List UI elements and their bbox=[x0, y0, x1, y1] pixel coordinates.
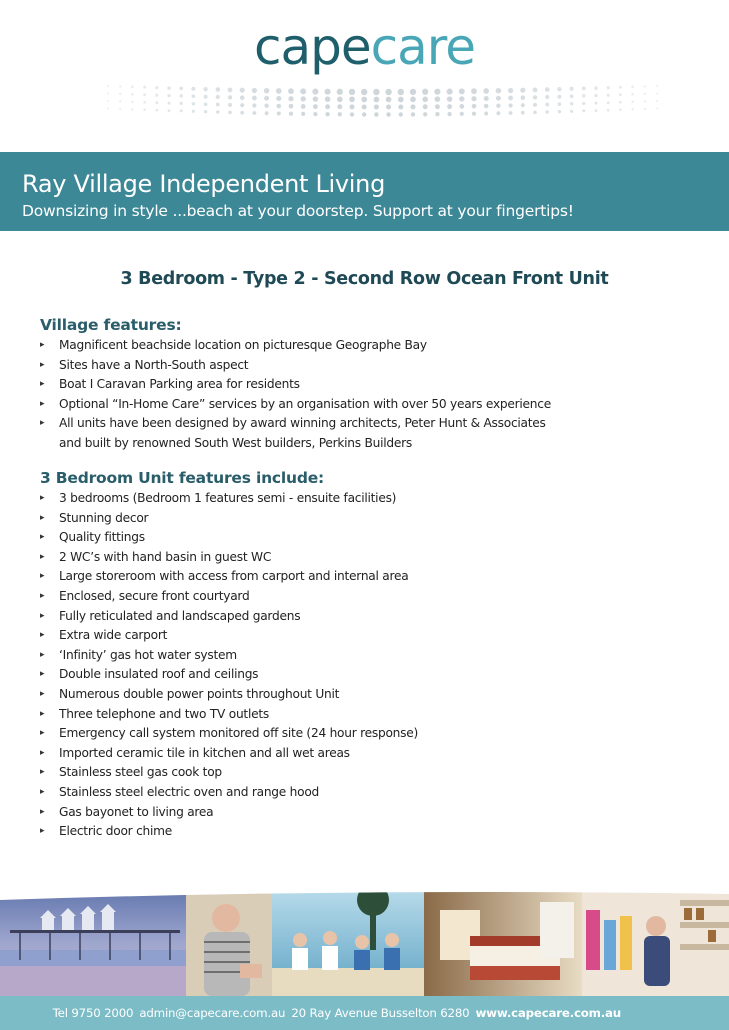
list-item-continuation: and built by renowned South West builders, Perkins Builders bbox=[59, 435, 412, 450]
logo-dot bbox=[204, 110, 207, 113]
logo-dot bbox=[277, 112, 281, 116]
logo-dot bbox=[253, 111, 257, 115]
list-item: ▸ Stainless steel electric oven and range hood bbox=[40, 783, 600, 803]
logo-dot bbox=[410, 104, 415, 109]
logo-dot bbox=[472, 112, 476, 116]
logo-dot bbox=[362, 112, 366, 116]
logo-dot bbox=[312, 89, 318, 95]
logo-dot bbox=[411, 112, 415, 116]
list-item: ▸ Imported ceramic tile in kitchen and all wet areas bbox=[40, 744, 600, 764]
logo-dot bbox=[423, 104, 428, 109]
photo-collage bbox=[0, 880, 729, 996]
footer-contact bbox=[53, 1006, 621, 1020]
logo-dot bbox=[289, 112, 293, 116]
logo-dot bbox=[349, 89, 355, 95]
capecare-logo: capecare bbox=[254, 18, 475, 76]
logo-dot bbox=[131, 93, 134, 96]
logo-dot bbox=[484, 112, 488, 116]
logo-dot bbox=[619, 86, 622, 89]
bedroom-photo bbox=[424, 880, 582, 996]
logo-dot bbox=[582, 87, 586, 91]
logo-dot bbox=[180, 109, 183, 112]
logo-dot bbox=[300, 88, 306, 94]
logo-dot bbox=[301, 104, 306, 109]
banner-title: Ray Village Independent Living bbox=[22, 170, 386, 198]
unit-features-heading: 3 Bedroom Unit features include: bbox=[40, 469, 325, 487]
logo-dot bbox=[131, 85, 134, 88]
logo-dot bbox=[386, 112, 390, 116]
logo-dot bbox=[447, 89, 453, 95]
logo-dot bbox=[131, 108, 133, 110]
logo-dot bbox=[460, 112, 464, 116]
logo-dot bbox=[607, 86, 610, 89]
list-item: ▸ Stunning decor bbox=[40, 509, 600, 529]
logo-dot bbox=[252, 88, 257, 93]
logo-dot bbox=[374, 97, 380, 103]
logo-dot bbox=[533, 111, 537, 115]
logo-dot bbox=[558, 110, 561, 113]
logo-dot bbox=[131, 101, 133, 103]
logo-dot bbox=[447, 112, 451, 116]
logo-dot bbox=[204, 95, 208, 99]
logo-dot bbox=[143, 86, 146, 89]
list-item: ▸ Sites have a North-South aspect bbox=[40, 356, 600, 376]
logo-dot bbox=[607, 94, 610, 97]
logo-dot bbox=[373, 89, 379, 95]
logo-dot bbox=[228, 87, 233, 92]
title-banner bbox=[0, 152, 729, 231]
logo-dot-swoosh bbox=[100, 78, 670, 128]
logo-dot bbox=[557, 95, 561, 99]
logo-dot bbox=[264, 96, 269, 101]
logo-dot bbox=[313, 112, 317, 116]
logo-dot bbox=[386, 104, 391, 109]
logo-dot bbox=[619, 108, 622, 111]
bullet-icon: ▸ bbox=[40, 767, 45, 778]
logo-dot bbox=[435, 112, 439, 116]
bullet-icon: ▸ bbox=[40, 649, 45, 660]
jetty-photo bbox=[0, 880, 186, 996]
bullet-icon: ▸ bbox=[40, 551, 45, 562]
bullet-icon: ▸ bbox=[40, 340, 45, 350]
logo-dot bbox=[509, 111, 513, 115]
logo-dot bbox=[325, 89, 331, 95]
logo-dot bbox=[288, 88, 294, 94]
logo-dot bbox=[386, 97, 392, 103]
bullet-icon: ▸ bbox=[40, 630, 45, 641]
logo-dot bbox=[422, 89, 428, 95]
logo-dot bbox=[216, 110, 219, 113]
logo-dot bbox=[180, 102, 183, 105]
logo-dot bbox=[631, 108, 633, 110]
logo-dot bbox=[119, 100, 121, 102]
bullet-icon: ▸ bbox=[40, 728, 45, 739]
unit-title: 3 Bedroom - Type 2 - Second Row Ocean Front Unit bbox=[120, 269, 609, 289]
bullet-icon: ▸ bbox=[40, 418, 45, 429]
list-item: ▸ Large storeroom with access from carport and internal area bbox=[40, 567, 600, 587]
logo-dot bbox=[276, 88, 282, 94]
logo-dot bbox=[301, 112, 305, 116]
logo-dot bbox=[483, 88, 489, 94]
logo-dot bbox=[155, 86, 158, 89]
logo-dot bbox=[143, 108, 146, 111]
logo-dot bbox=[607, 101, 610, 104]
bullet-icon: ▸ bbox=[40, 590, 45, 601]
bullet-icon: ▸ bbox=[40, 571, 45, 582]
bullet-icon: ▸ bbox=[40, 708, 45, 719]
logo-dot bbox=[533, 87, 538, 92]
logo-dot bbox=[410, 89, 416, 95]
logo-dot bbox=[203, 87, 207, 91]
logo-dot bbox=[496, 103, 500, 107]
logo-dot bbox=[607, 109, 610, 112]
logo-dot bbox=[240, 88, 245, 93]
logo-dot bbox=[545, 95, 549, 99]
logo-dot bbox=[545, 103, 549, 107]
logo-dot bbox=[521, 111, 525, 115]
logo-dot bbox=[155, 94, 158, 97]
logo-dot bbox=[508, 96, 513, 101]
banner-subtitle: Downsizing in style ...beach at your doorstep. Support at your fingertips! bbox=[22, 202, 574, 220]
logo-dot bbox=[228, 103, 232, 107]
logo-dot bbox=[570, 94, 574, 98]
logo-dot bbox=[533, 95, 537, 99]
logo-dot bbox=[644, 100, 646, 102]
list-item: ▸ Boat I Caravan Parking area for residents bbox=[40, 375, 600, 395]
logo-dot bbox=[471, 88, 477, 94]
logo-dot bbox=[595, 109, 598, 112]
logo-dot bbox=[337, 89, 343, 95]
logo-dot bbox=[252, 103, 256, 107]
logo-dot bbox=[179, 87, 183, 91]
logo-dot bbox=[582, 109, 585, 112]
logo-dot bbox=[471, 96, 476, 101]
list-item: ▸ Quality fittings bbox=[40, 528, 600, 548]
bullet-icon: ▸ bbox=[40, 747, 45, 758]
logo-dot bbox=[216, 87, 221, 92]
logo-dot bbox=[325, 104, 330, 109]
logo-dot bbox=[289, 104, 294, 109]
logo-dot bbox=[435, 96, 441, 102]
logo-dot bbox=[325, 96, 331, 102]
logo-dot bbox=[216, 95, 220, 99]
logo-dot bbox=[447, 96, 452, 101]
list-item: ▸ Emergency call system monitored off site (24 hour response) bbox=[40, 724, 600, 744]
logo-dot bbox=[361, 89, 367, 95]
logo-dot bbox=[410, 97, 416, 103]
logo-dot bbox=[484, 96, 489, 101]
logo-dot bbox=[276, 96, 281, 101]
logo-dot bbox=[337, 104, 342, 109]
logo-dot bbox=[399, 112, 403, 116]
bullet-icon: ▸ bbox=[40, 359, 45, 370]
logo-dot bbox=[398, 104, 403, 109]
logo-dot bbox=[361, 97, 367, 103]
logo-dot bbox=[167, 102, 170, 105]
logo-dot bbox=[582, 102, 585, 105]
logo-dot bbox=[656, 93, 658, 95]
logo-dot bbox=[644, 85, 646, 87]
logo-dot bbox=[398, 97, 404, 103]
logo-dot bbox=[374, 112, 378, 116]
logo-dot bbox=[168, 109, 171, 112]
logo-dot bbox=[508, 88, 513, 93]
logo-dot bbox=[434, 89, 440, 95]
logo-dot bbox=[558, 102, 562, 106]
logo-dot bbox=[143, 93, 146, 96]
logo-dot bbox=[385, 89, 391, 95]
bullet-icon: ▸ bbox=[40, 512, 45, 523]
bullet-icon: ▸ bbox=[40, 826, 45, 837]
footer-bar bbox=[0, 996, 729, 1030]
logo-dot bbox=[264, 103, 268, 107]
logo-dot bbox=[192, 94, 196, 98]
logo-dot bbox=[216, 103, 220, 107]
logo-dot bbox=[557, 87, 561, 91]
logo-dot bbox=[619, 93, 622, 96]
logo-dot bbox=[398, 89, 404, 95]
bullet-icon: ▸ bbox=[40, 493, 45, 503]
logo-dot bbox=[107, 93, 109, 95]
list-item: ▸ Optional “In-Home Care” services by an organisation with over 50 years experience bbox=[40, 395, 600, 415]
logo-dot bbox=[350, 112, 354, 116]
unit-features-list bbox=[40, 489, 600, 842]
logo-dot bbox=[362, 104, 367, 109]
logo-dot bbox=[349, 104, 354, 109]
logo-dot bbox=[204, 102, 208, 106]
logo-dot bbox=[459, 88, 465, 94]
bullet-icon: ▸ bbox=[40, 610, 45, 621]
logo-dot bbox=[143, 101, 146, 104]
logo-dot bbox=[582, 94, 586, 98]
logo-dot bbox=[119, 93, 121, 95]
logo-dot bbox=[119, 108, 121, 110]
logo-dot bbox=[252, 96, 257, 101]
logo-dot bbox=[240, 103, 244, 107]
footer-address: 20 Ray Avenue Busselton 6280 bbox=[291, 1006, 470, 1020]
logo-dot bbox=[521, 95, 526, 100]
bullet-icon: ▸ bbox=[40, 398, 45, 409]
list-item: ▸ Gas bayonet to living area bbox=[40, 803, 600, 823]
list-item: ▸ Magnificent beachside location on picturesque Geographe Bay bbox=[40, 336, 600, 356]
logo-dot bbox=[338, 112, 342, 116]
logo-dot bbox=[459, 104, 464, 109]
list-item: ▸ All units have been designed by award winning architects, Peter Hunt & Associates bbox=[40, 414, 600, 434]
header bbox=[0, 0, 729, 150]
logo-dot bbox=[570, 102, 573, 105]
list-item: ▸ Numerous double power points throughout Unit bbox=[40, 685, 600, 705]
list-item: ▸ Electric door chime bbox=[40, 822, 600, 842]
logo-dot bbox=[484, 104, 489, 109]
logo-dot bbox=[167, 86, 171, 90]
logo-dot bbox=[594, 94, 597, 97]
logo-dot bbox=[155, 109, 158, 112]
bullet-icon: ▸ bbox=[40, 669, 45, 680]
logo-dot bbox=[179, 94, 183, 98]
logo-dot bbox=[447, 104, 452, 109]
footer-website[interactable]: www.capecare.com.au bbox=[475, 1006, 621, 1020]
list-item: ▸ 3 bedrooms (Bedroom 1 features semi - ensuite facilities) bbox=[40, 489, 600, 509]
logo-dot bbox=[545, 87, 550, 92]
list-item: ▸ ‘Infinity’ gas hot water system bbox=[40, 646, 600, 666]
bullet-icon: ▸ bbox=[40, 379, 45, 390]
logo-dot bbox=[265, 111, 269, 115]
logo-dot bbox=[313, 104, 318, 109]
logo-dot bbox=[545, 110, 548, 113]
logo-dot bbox=[423, 112, 427, 116]
list-item: ▸ Stainless steel gas cook top bbox=[40, 763, 600, 783]
logo-dot bbox=[631, 85, 634, 88]
logo-dot bbox=[631, 101, 633, 103]
bullet-icon: ▸ bbox=[40, 688, 45, 699]
logo-dot bbox=[191, 87, 195, 91]
shop-photo bbox=[582, 880, 729, 996]
logo-dot bbox=[631, 93, 634, 96]
logo-dot bbox=[435, 104, 440, 109]
logo-dot bbox=[240, 95, 245, 100]
logo-dot bbox=[107, 85, 109, 87]
logo-dot bbox=[521, 103, 525, 107]
resident-photo bbox=[186, 880, 272, 996]
logo-dot bbox=[496, 88, 501, 93]
logo-dot bbox=[656, 108, 658, 110]
logo-dot bbox=[594, 86, 598, 90]
logo-dot bbox=[119, 85, 121, 87]
logo-dot bbox=[459, 96, 464, 101]
list-item: ▸ Fully reticulated and landscaped gardens bbox=[40, 607, 600, 627]
logo-dot bbox=[644, 93, 646, 95]
logo-dot bbox=[264, 88, 269, 93]
logo-dot bbox=[228, 111, 232, 115]
list-item: ▸ Double insulated roof and ceilings bbox=[40, 665, 600, 685]
logo-dot bbox=[288, 96, 293, 101]
logo-dot bbox=[325, 112, 329, 116]
logo-dot bbox=[107, 108, 109, 110]
logo-dot bbox=[570, 110, 573, 113]
logo-dot bbox=[337, 96, 343, 102]
logo-dot bbox=[644, 108, 646, 110]
logo-dot bbox=[472, 104, 477, 109]
logo-dot bbox=[422, 96, 428, 102]
bullet-icon: ▸ bbox=[40, 786, 45, 797]
footer-email[interactable]: admin@capecare.com.au bbox=[139, 1006, 286, 1020]
logo-dot bbox=[619, 101, 622, 104]
logo-dot bbox=[240, 111, 244, 115]
list-item: ▸ Extra wide carport bbox=[40, 626, 600, 646]
village-features-heading: Village features: bbox=[40, 316, 182, 334]
bullet-icon: ▸ bbox=[40, 806, 45, 817]
logo-dot bbox=[496, 96, 501, 101]
logo-dot bbox=[155, 101, 158, 104]
logo-dot bbox=[349, 97, 355, 103]
logo-dot bbox=[313, 96, 318, 101]
logo-dot bbox=[192, 102, 195, 105]
logo-dot bbox=[533, 103, 537, 107]
list-item: ▸ Enclosed, secure front courtyard bbox=[40, 587, 600, 607]
village-features-list bbox=[40, 336, 600, 454]
logo-dot bbox=[656, 100, 658, 102]
bullet-icon: ▸ bbox=[40, 532, 45, 543]
logo-dot bbox=[508, 103, 512, 107]
logo-dot bbox=[228, 95, 232, 99]
list-item: ▸ 2 WC’s with hand basin in guest WC bbox=[40, 548, 600, 568]
logo-dot bbox=[301, 96, 306, 101]
logo-dot bbox=[374, 104, 379, 109]
logo-dot bbox=[520, 88, 525, 93]
logo-dot bbox=[192, 110, 195, 113]
logo-dot bbox=[656, 85, 658, 87]
beach-group-photo bbox=[272, 880, 424, 996]
logo-dot bbox=[277, 104, 282, 109]
footer-phone: Tel 9750 2000 bbox=[52, 1006, 134, 1020]
logo-dot bbox=[570, 87, 574, 91]
list-item: ▸ Three telephone and two TV outlets bbox=[40, 705, 600, 725]
logo-dot bbox=[594, 102, 597, 105]
logo-dot bbox=[167, 94, 170, 97]
logo-dot bbox=[496, 111, 500, 115]
logo-dot bbox=[107, 100, 109, 102]
